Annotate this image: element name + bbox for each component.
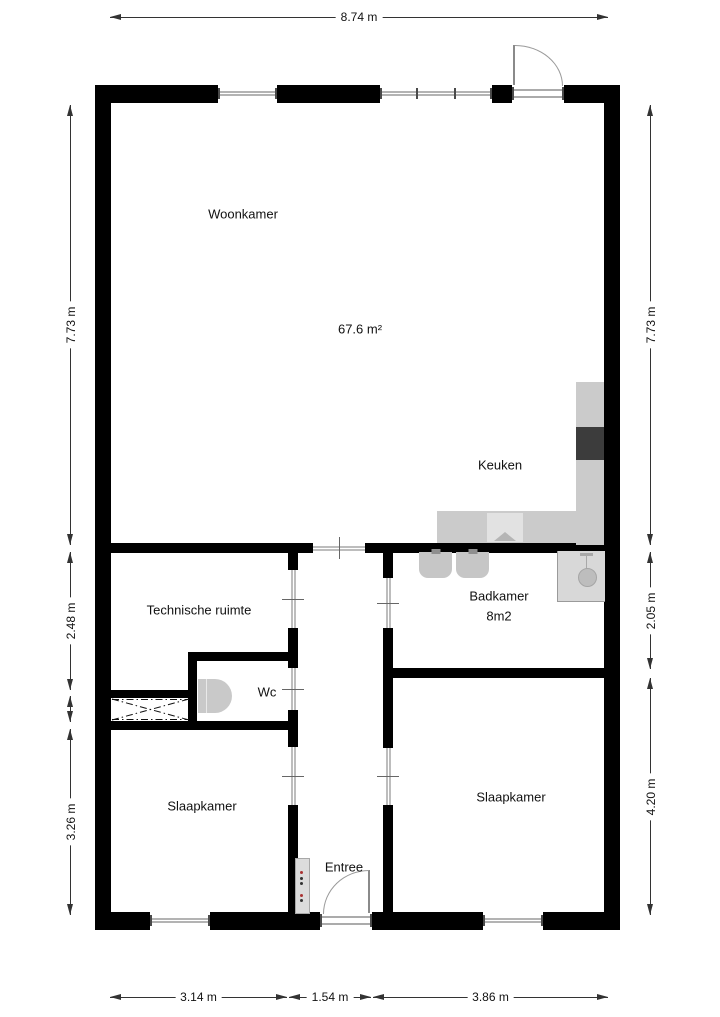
room-label-slaapkamer-links: Slaapkamer bbox=[167, 798, 237, 814]
window-bottom-left bbox=[150, 910, 210, 932]
washbasin-icon bbox=[419, 552, 452, 578]
wall-wc-top bbox=[188, 652, 298, 661]
washbasin-icon bbox=[456, 552, 489, 578]
door-technische-ruimte bbox=[288, 570, 298, 628]
dimension-left-middle-label: 2.48 m bbox=[64, 598, 78, 645]
meter-panel-icon bbox=[295, 858, 310, 914]
room-label-entree: Entree bbox=[324, 859, 364, 875]
room-area-woonkamer: 67.6 m² bbox=[337, 321, 383, 337]
room-label-technische-ruimte: Technische ruimte bbox=[146, 602, 252, 618]
wall-shaft-top bbox=[111, 690, 197, 698]
room-label-woonkamer: Woonkamer bbox=[208, 206, 278, 222]
balcony-door-threshold bbox=[512, 84, 564, 104]
room-label-slaapkamer-rechts: Slaapkamer bbox=[476, 789, 546, 805]
window-top-right bbox=[380, 83, 492, 105]
dimension-right-bottom-label: 4.20 m bbox=[644, 773, 658, 820]
wall-bedroom-left-top bbox=[111, 721, 298, 730]
dimension-bottom-left-label: 3.14 m bbox=[175, 990, 222, 1004]
shower-icon bbox=[557, 551, 605, 602]
dimension-top-label: 8.74 m bbox=[336, 10, 383, 24]
stove-icon bbox=[576, 427, 604, 460]
window-top-left bbox=[218, 83, 277, 105]
room-label-wc: Wc bbox=[257, 684, 277, 700]
door-bedroom-right bbox=[383, 748, 393, 805]
dimension-right-top-label: 7.73 m bbox=[644, 302, 658, 349]
dimension-bottom-middle-label: 1.54 m bbox=[307, 990, 354, 1004]
shaft-cross-icon bbox=[111, 698, 190, 721]
wall-exterior-left bbox=[95, 85, 111, 930]
dimension-right-middle-label: 2.05 m bbox=[644, 587, 658, 634]
wall-exterior-right bbox=[604, 85, 620, 930]
kitchen-sink-icon bbox=[487, 513, 523, 542]
dimension-bottom-right-label: 3.86 m bbox=[467, 990, 514, 1004]
balcony-door-swing-icon bbox=[515, 45, 563, 86]
dimension-left-bottom-label: 3.26 m bbox=[64, 799, 78, 846]
door-wc bbox=[288, 668, 298, 710]
entree-door-swing-icon bbox=[323, 870, 369, 914]
room-label-keuken: Keuken bbox=[477, 457, 523, 473]
room-label-badkamer: Badkamer bbox=[469, 588, 529, 604]
door-badkamer bbox=[383, 578, 393, 628]
entree-door-threshold bbox=[320, 911, 372, 931]
room-area-badkamer: 8m2 bbox=[486, 608, 512, 624]
toilet-icon bbox=[198, 679, 232, 713]
window-bottom-right bbox=[483, 910, 543, 932]
dimension-left-top-label: 7.73 m bbox=[64, 302, 78, 349]
opening-living-to-hall bbox=[313, 543, 365, 553]
wall-bathroom-bottom bbox=[393, 668, 604, 678]
door-bedroom-left bbox=[288, 747, 298, 805]
